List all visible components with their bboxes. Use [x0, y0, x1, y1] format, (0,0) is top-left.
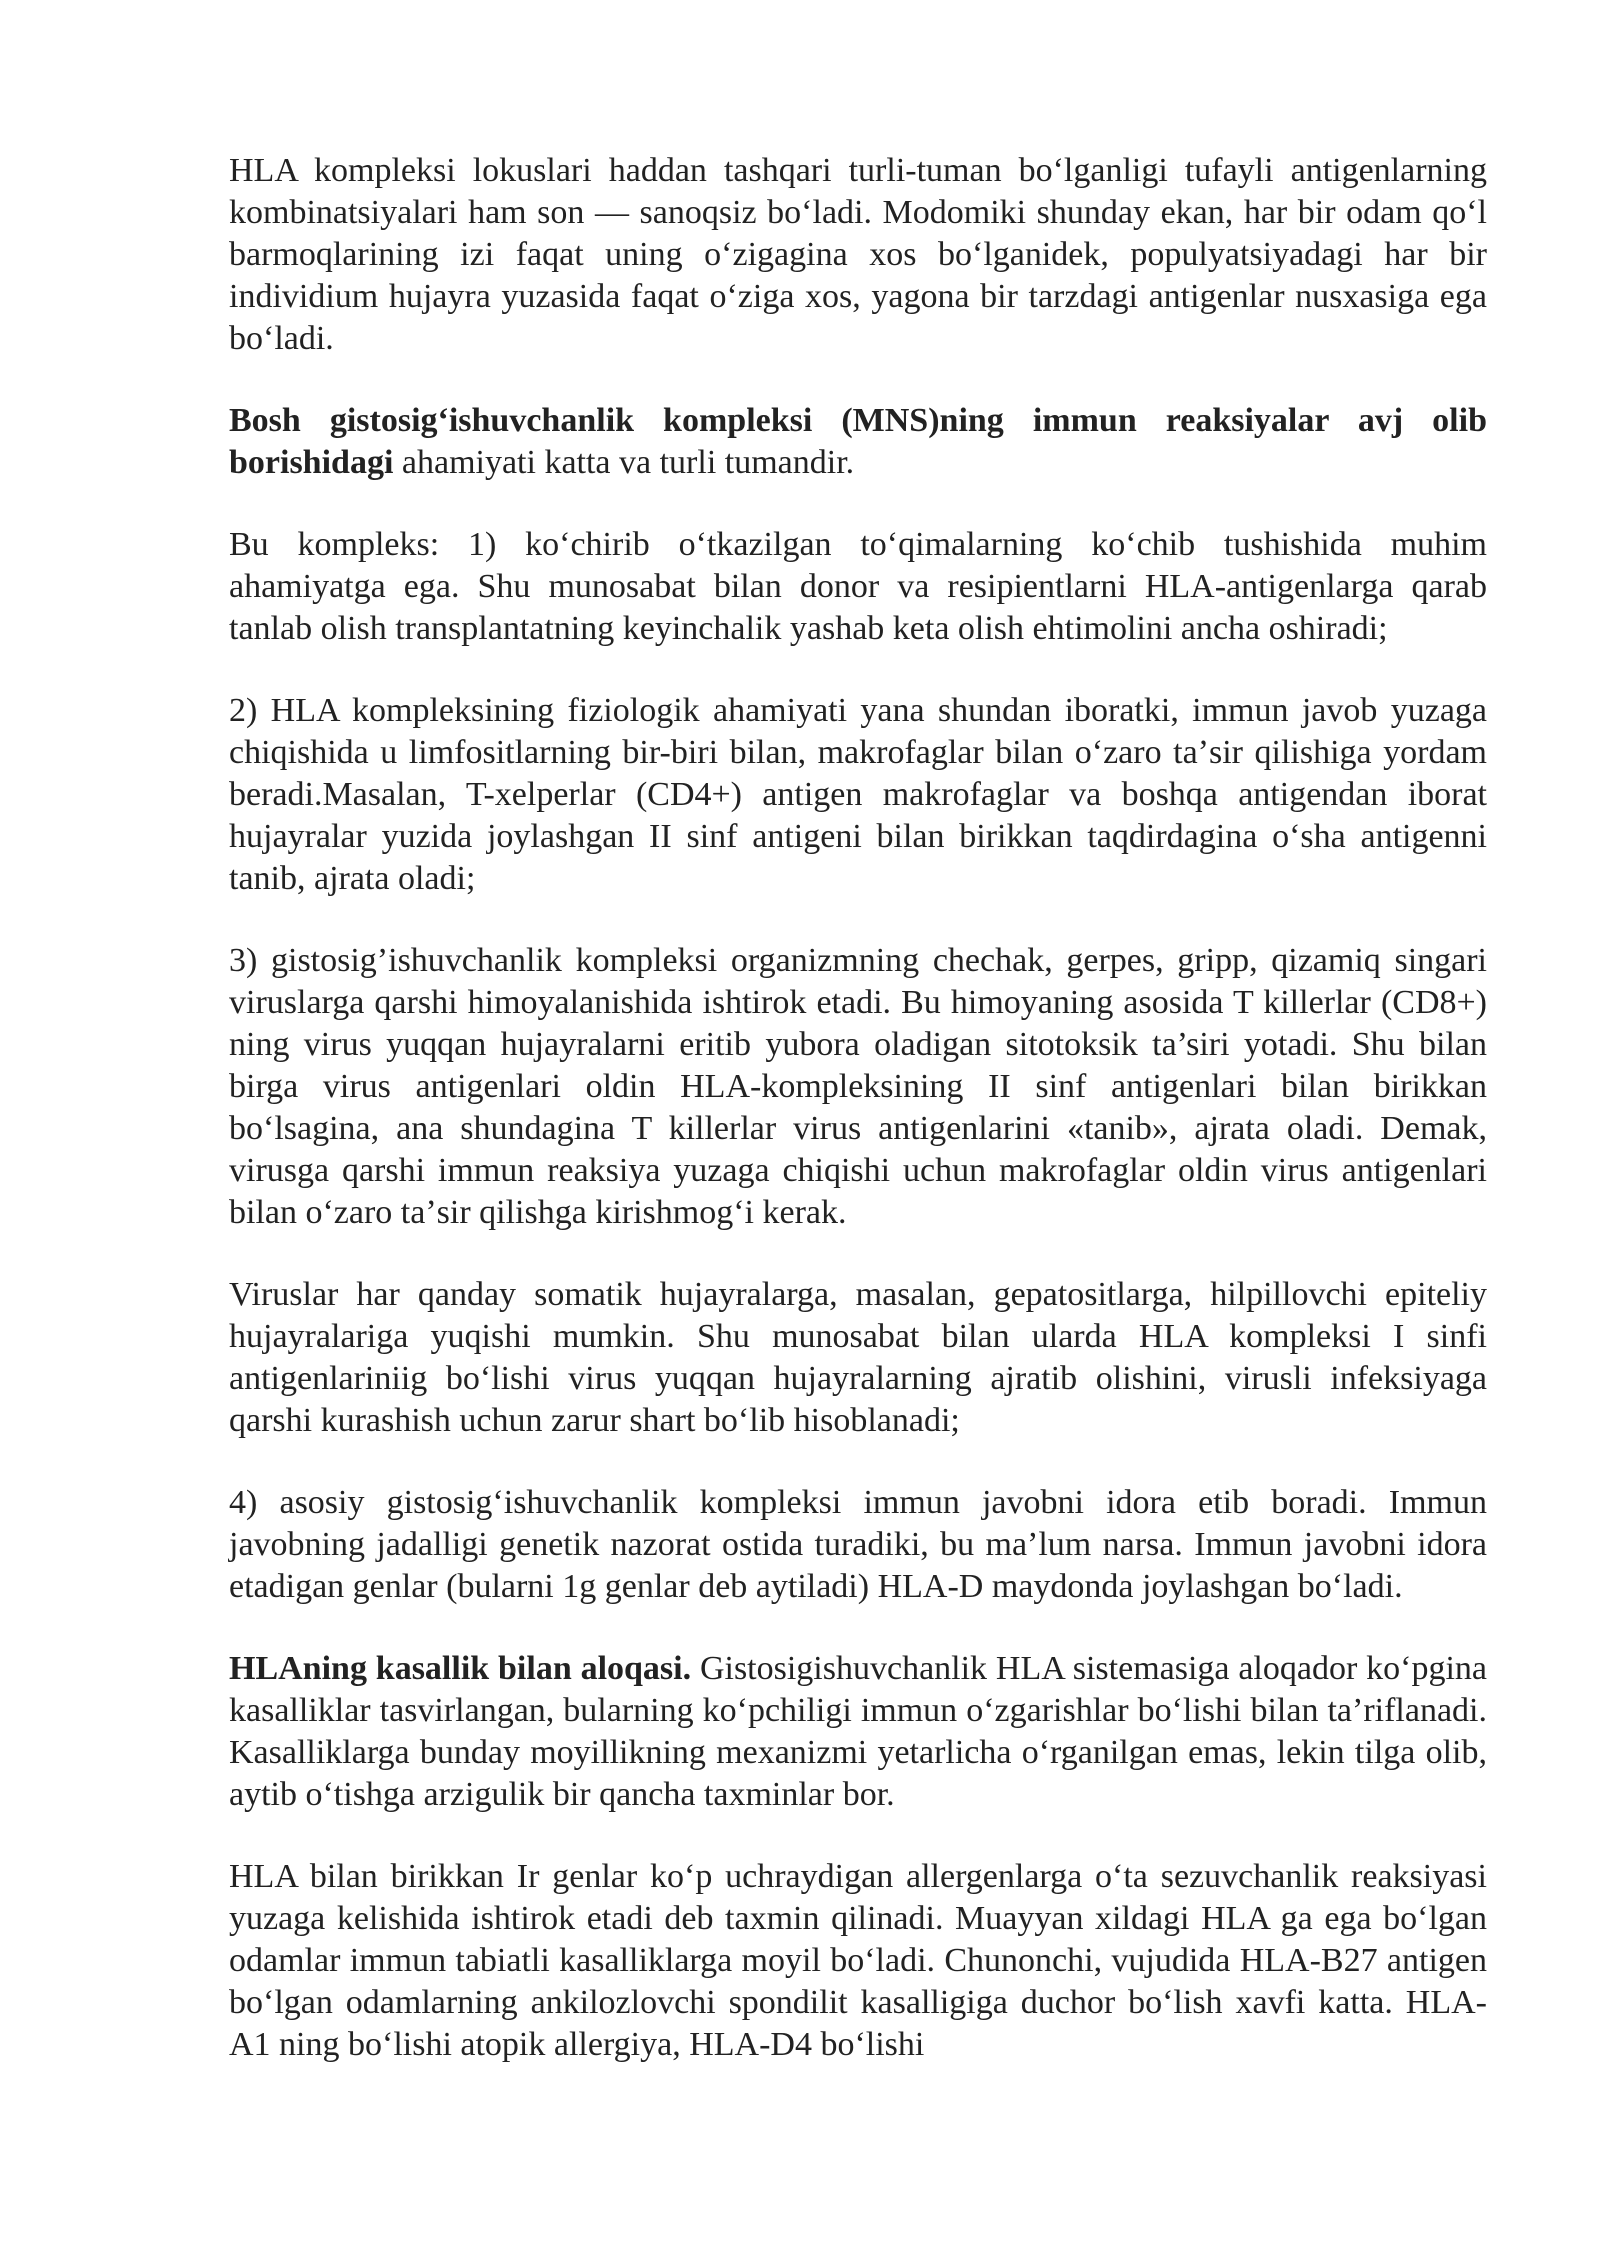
paragraph-2: [229, 400, 1487, 484]
paragraph-9-text: HLA bilan birikkan Ir genlar koʻp uchraydigan allergenlarga oʻta sezuvchanlik reaksiyasi yuzaga kelishida ishtirok etadi deb taxmin qilinadi. Muayyan xildagi HLA ga ega boʻlgan odamlar immun tabiatli kasalliklarga moyil boʻladi. Chunonchi, vujudida HLA-B27 antigen boʻlgan odamlarning ankilozlovchi spondilit kasalligiga duchor boʻlish xavfi katta. HLA-A1 ning boʻlishi atopik allergiya, HLA-D4 boʻlishi: [229, 1858, 1487, 2063]
paragraph-5-text: 3) gistosig’ishuvchanlik kompleksi organizmning chechak, gerpes, gripp, qizamiq singari viruslarga qarshi himoyalanishida ishtirok etadi. Bu himoyaning asosida T killerlar (CD8+) ning virus yuqqan hujayralarni eritib yubora oladigan sitotoksik ta’siri yotadi. Shu bilan birga virus antigenlari oldin HLA-kompleksining II sinf antigenlari bilan birikkan boʻlsagina, ana shundagina T killerlar virus antigenlarini «tanib», ajrata oladi. Demak, virusga qarshi immun reaksiya yuzaga chiqishi uchun makrofaglar oldin virus antigenlari bilan oʻzaro taʼsir qilishga kirishmogʻi kerak.: [229, 942, 1487, 1231]
paragraph-1-text: HLA kompleksi lokuslari haddan tashqari turli-tuman boʻlganligi tufayli antigenlarning kombinatsiyalari ham son — sanoqsiz boʻladi. Modomiki shunday ekan, har bir odam qoʻl barmoqlarining izi faqat uning oʻzigagina xos boʻlganidek, populyatsiyadagi har bir individium hujayra yuzasida faqat oʻziga xos, yagona bir tarzdagi antigenlar nusxasiga ega boʻladi.: [229, 152, 1487, 357]
paragraph-2-text: ahamiyati katta va turli tumandir.: [393, 444, 855, 481]
paragraph-8: [229, 1648, 1487, 1816]
paragraph-3-text: Bu kompleks: 1) koʻchirib oʻtkazilgan toʻqimalarning koʻchib tushishida muhim ahamiyatga ega. Shu munosabat bilan donor va resipientlarni HLA-antigenlarga qarab tanlab olish transplantatning keyinchalik yashab keta olish ehtimolini ancha oshiradi;: [229, 526, 1487, 647]
paragraph-8-lead: HLAning kasallik bilan aloqasi.: [229, 1650, 692, 1687]
paragraph-8-text: Gistosigishuvchanlik HLA sistemasiga aloqador koʻpgina kasalliklar tasvirlangan, bularning koʻpchiligi immun oʻzgarishlar boʻlishi bilan ta’riflanadi. Kasalliklarga bunday moyillikning mexanizmi yetarlicha oʻrganilgan emas, lekin tilga olib, aytib oʻtishga arzigulik bir qancha taxminlar bor.: [229, 1650, 1487, 1813]
paragraph-4: [229, 690, 1487, 900]
paragraph-1: [229, 150, 1487, 360]
paragraph-3: [229, 524, 1487, 650]
paragraph-2-lead: Bosh gistosigʻishuvchanlik kompleksi (MNS)ning immun reaksiyalar avj olib borishidagi: [229, 402, 1487, 481]
paragraph-7: [229, 1482, 1487, 1608]
paragraph-5: [229, 940, 1487, 1234]
paragraph-4-text: 2) HLA kompleksining fiziologik ahamiyati yana shundan iboratki, immun javob yuzaga chiqishida u limfositlarning bir-biri bilan, makrofaglar bilan oʻzaro taʼsir qilishiga yordam beradi.Masalan, T-xelperlar (CD4+) antigen makrofaglar va boshqa antigendan iborat hujayralar yuzida joylashgan II sinf antigeni bilan birikkan taqdirdagina oʻsha antigenni tanib, ajrata oladi;: [229, 692, 1487, 897]
document-page: [229, 150, 1487, 2106]
paragraph-9: [229, 1856, 1487, 2066]
paragraph-6-text: Viruslar har qanday somatik hujayralarga, masalan, gepatositlarga, hilpillovchi epiteliy hujayralariga yuqishi mumkin. Shu munosabat bilan ularda HLA kompleksi I sinfi antigenlariniig boʻlishi virus yuqqan hujayralarning ajratib olishini, virusli infeksiyaga qarshi kurashish uchun zarur shart boʻlib hisoblanadi;: [229, 1276, 1487, 1439]
paragraph-6: [229, 1274, 1487, 1442]
paragraph-7-text: 4) asosiy gistosigʻishuvchanlik kompleksi immun javobni idora etib boradi. Immun javobning jadalligi genetik nazorat ostida turadiki, bu ma’lum narsa. Immun javobni idora etadigan genlar (bularni 1g genlar deb aytiladi) HLA-D maydonda joylashgan boʻladi.: [229, 1484, 1487, 1605]
